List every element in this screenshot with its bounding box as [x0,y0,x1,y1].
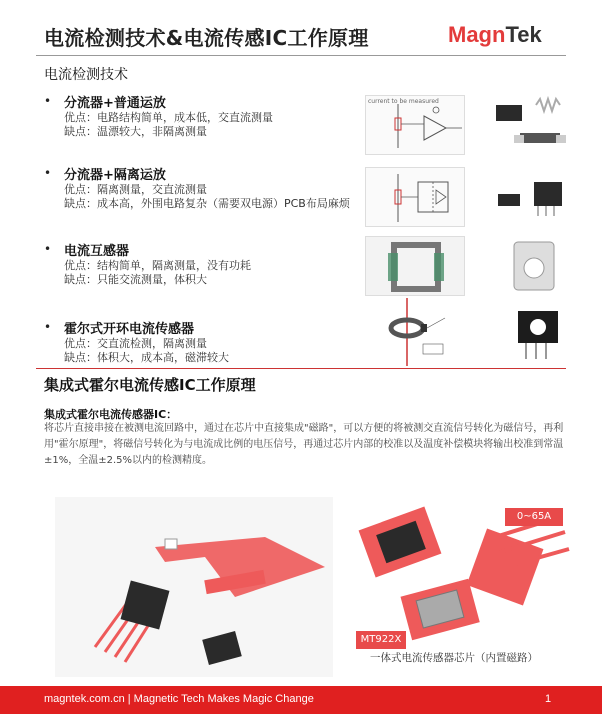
page-number: 1 [545,693,552,705]
bullet-icon: • [44,94,52,108]
leadframe-icon [55,497,333,677]
tech-item-pros: 优点：电路结构简单，成本低，交直流测量 [64,111,273,124]
section1-heading: 电流检测技术 [44,67,128,83]
shunt-device-image [490,95,570,155]
tech-item-pros: 优点：交直流检测，隔离测量 [64,337,207,350]
footer-link[interactable]: magntek.com.cn | Magnetic Tech Makes Magic Change [44,693,314,705]
chip-leadframe-image [55,497,333,677]
image-caption: 一体式电流传感器芯片（内置磁路） [370,652,538,664]
part-number-badge: MT922X [356,631,406,649]
isolated-opamp-diagram [365,167,465,227]
current-transformer-device-image [490,236,570,296]
tech-item-pros: 优点：隔离测量，交直流测量 [64,183,207,196]
page-footer [0,686,602,714]
section2-subheading: 集成式霍尔电流传感器IC： [44,408,178,421]
logo-part-tek: Tek [505,22,542,47]
hall-sensor-diagram [365,298,465,366]
tech-item-name: 霍尔式开环电流传感器 [64,322,195,337]
logo-part-magn: Magn [448,22,506,47]
ct-ring-icon [490,236,570,296]
transformer-core-icon [366,237,466,297]
tech-item-name: 分流器+隔离运放 [64,168,166,183]
ic-package-icon [490,170,570,230]
circuit-schematic-icon [366,96,466,156]
current-transformer-diagram [365,236,465,296]
shunt-resistor-icon [490,95,570,155]
diagram-caption: current to be measured [368,98,439,105]
bullet-icon: • [44,242,52,256]
header-divider [36,55,566,56]
section2-heading: 集成式霍尔电流传感IC工作原理 [44,376,256,394]
page-header [0,0,602,58]
current-range-badge: 0~65A [505,508,563,526]
page-title: 电流检测技术&电流传感IC工作原理 [44,26,369,50]
hall-sensor-device-image [490,305,570,365]
bullet-icon: • [44,166,52,180]
tech-item-cons: 缺点：温漂较大，非隔离测量 [64,125,207,138]
shunt-opamp-diagram [365,95,465,155]
isolated-circuit-icon [366,168,466,228]
tech-item-pros: 优点：结构简单，隔离测量，没有功耗 [64,259,251,272]
section2-paragraph: 将芯片直接串接在被测电流回路中，通过在芯片中直接集成"磁路"，可以方便的将被测交直流信号转化为磁信号，再利用"霍尔原理"，将磁信号转化为与电流成比例的电压信号，再通过芯片内部的校准以及温度补偿模块将输出校准到常温±1%，全温±2.5%以内的检测精度。 [44,423,564,466]
section-divider [36,368,566,369]
bullet-icon: • [44,320,52,334]
tech-item-cons: 缺点：成本高，外围电路复杂（需要双电源）PCB布局麻烦 [64,197,350,210]
hall-module-icon [490,305,570,365]
tech-item-name: 分流器+普通运放 [64,96,166,111]
magntek-logo [448,22,542,48]
tech-item-cons: 缺点：只能交流测量，体积大 [64,273,207,286]
isolated-opamp-device-image [490,170,570,230]
hall-core-icon [365,298,465,366]
tech-item-name: 电流互感器 [64,244,130,259]
tech-item-cons: 缺点：体积大，成本高，磁滞较大 [64,351,229,364]
